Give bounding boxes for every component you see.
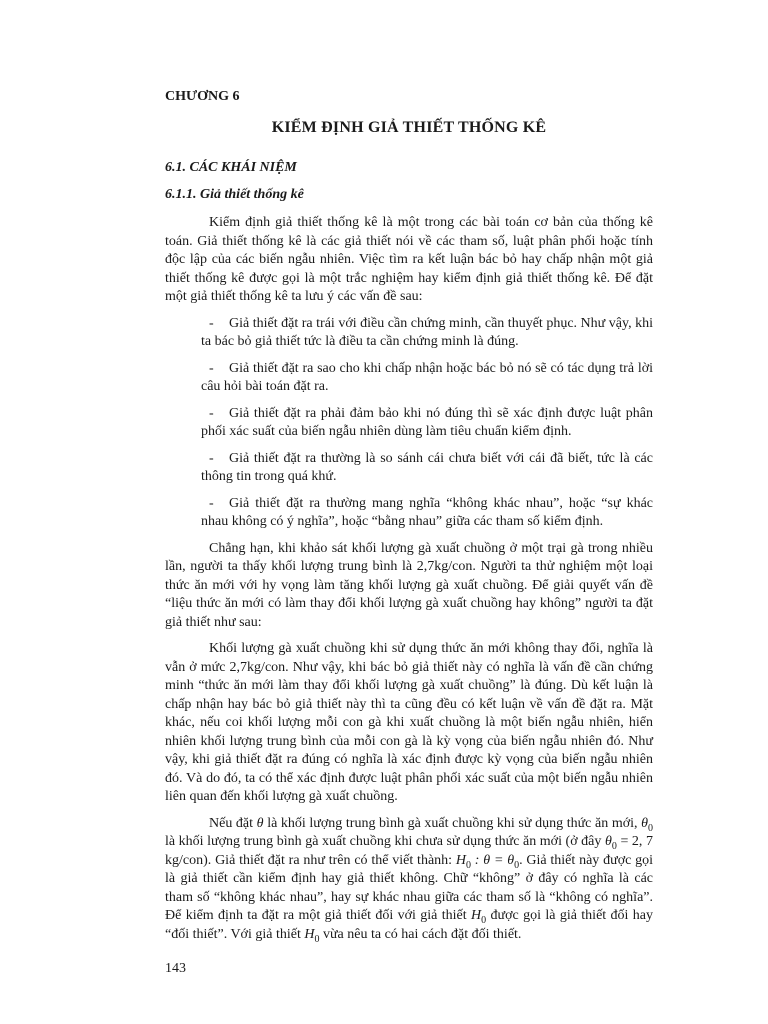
dash-marker: - bbox=[209, 360, 214, 376]
example-paragraph: Chẳng hạn, khi khảo sát khối lượng gà xuất chuồng ở một trại gà trong nhiều lần, người ta thấy khối lượng trung bình là 2,7kg/con. Người ta thử nghiệm một loại thức ăn mới với hy vọng làm tăng khối lượng gà xuất chuồng. Để giải quyết vấn đề “liệu thức ăn mới có làm thay đổi khối lượng gà xuất chuồng hay không” người ta đặt giả thiết như sau: bbox=[165, 540, 653, 630]
chapter-label: CHƯƠNG 6 bbox=[165, 89, 240, 104]
equation-h0: $H_0$ : $\theta = \theta_0$ bbox=[455, 852, 520, 871]
theta-symbol: θ bbox=[256, 815, 264, 831]
dash-marker: - bbox=[209, 450, 214, 466]
list-item bbox=[201, 360, 653, 397]
bullet-text: Giả thiết đặt ra sao cho khi chấp nhận hoặc bác bỏ nó sẽ có tác dụng trả lời câu hỏi bài toán đặt ra. bbox=[201, 360, 653, 394]
page-number: 143 bbox=[165, 961, 186, 976]
text-run: kg/con). Giả thiết đặt ra như trên có thể viết thành: bbox=[165, 852, 453, 868]
theta0-symbol: $\theta_0$ bbox=[641, 815, 654, 834]
h0-symbol: $H_0$ bbox=[304, 926, 320, 945]
text-run: vừa nêu ta có hai cách đặt đối thiết. bbox=[322, 926, 522, 942]
page-content bbox=[165, 88, 653, 952]
list-item bbox=[201, 405, 653, 442]
text-run: là khối lượng trung bình gà xuất chuồng khi chưa sử dụng thức ăn mới (ở đây bbox=[165, 834, 602, 849]
section-heading: 6.1. CÁC KHÁI NIỆM bbox=[165, 160, 297, 175]
text-run: được gọi là giả thiết đối hay “đối thiết”. Với giả thiết bbox=[165, 908, 654, 942]
dash-marker: - bbox=[209, 405, 214, 421]
intro-paragraph: Kiểm định giả thiết thống kê là một trong các bài toán cơ bản của thống kê toán. Giả thiết thống kê là các giả thiết nói về các tham số, luật phân phối hoặc tính độc lập của các biến ngẫu nhiên. Việc tìm ra kết luận bác bỏ hay chấp nhận một giả thiết thống kê được gọi là một trắc nghiệm hay kiểm định giả thiết thống kê. Để đặt một giả thiết thống kê ta lưu ý các vấn đề sau: bbox=[165, 215, 653, 304]
hypothesis-paragraph: Khối lượng gà xuất chuồng khi sử dụng thức ăn mới không thay đổi, nghĩa là vẫn ở mức 2,7kg/con. Như vậy, khi bác bỏ giả thiết này có nghĩa là vấn đề cần chứng minh “thức ăn mới làm thay đổi khối lượng gà xuất chuồng” là đúng. Dù kết luận là chấp nhận hay bác bỏ giả thiết này thì ta cũng đều có kết luận về vấn đề đặt ra. Mặt khác, nếu coi khối lượng mỗi con gà khi xuất chuồng là một biến ngẫu nhiên, hiển nhiên khối lượng trung bình của mỗi con gà là kỳ vọng của biến ngẫu nhiên đó. Như vậy, khi giả thiết đặt ra đúng có nghĩa là xác định được kỳ vọng của biến ngẫu nhiên đó. Và do đó, ta có thể xác định được luật phân phối xác suất của một biến ngẫu nhiên liên quan đến khối lượng gà xuất chuồng. bbox=[165, 641, 653, 804]
final-paragraph bbox=[165, 815, 653, 945]
chapter-title: KIỂM ĐỊNH GIẢ THIẾT THỐNG KÊ bbox=[271, 118, 547, 136]
text-run: . Giả thiết này được gọi là giả thiết cần kiểm định hay giả thiết không. Chữ “không” ở đây có nghĩa là các tham số “không khác nhau”, hay sự khác nhau giữa các tham số là “không có nghĩa”. Để kiểm định ta đặt ra một giả thiết đối với giả thiết bbox=[165, 852, 654, 923]
bullet-text: Giả thiết đặt ra trái với điều cần chứng minh, cần thuyết phục. Như vậy, khi ta bác bỏ giả thiết tức là điều ta cần chứng minh là đúng. bbox=[201, 315, 653, 349]
subsection-heading: 6.1.1. Giả thiết thống kê bbox=[165, 186, 304, 202]
h0-symbol: $H_0$ bbox=[471, 908, 487, 926]
text-run: Nếu đặt bbox=[209, 815, 254, 831]
bullet-text: Giả thiết đặt ra thường mang nghĩa “không khác nhau”, hoặc “sự khác nhau không có ý nghĩa”, hoặc “bằng nhau” giữa các tham số kiểm định. bbox=[201, 495, 653, 529]
list-item bbox=[201, 315, 653, 352]
text-run: là khối lượng trung bình gà xuất chuồng khi sử dụng thức ăn mới, bbox=[267, 815, 638, 831]
bullet-text: Giả thiết đặt ra thường là so sánh cái chưa biết với cái đã biết, tức là các thông tin trong quá khứ. bbox=[201, 450, 653, 484]
bullet-list bbox=[201, 315, 653, 532]
dash-marker: - bbox=[209, 315, 214, 331]
equation-theta0: $\theta_0 = 2$, 7 bbox=[604, 834, 654, 852]
bullet-text: Giả thiết đặt ra phải đảm bảo khi nó đúng thì sẽ xác định được luật phân phối xác suất của biến ngẫu nhiên dùng làm tiêu chuẩn kiểm định. bbox=[201, 405, 653, 439]
list-item bbox=[201, 495, 653, 532]
list-item bbox=[201, 450, 653, 487]
dash-marker: - bbox=[209, 495, 214, 511]
